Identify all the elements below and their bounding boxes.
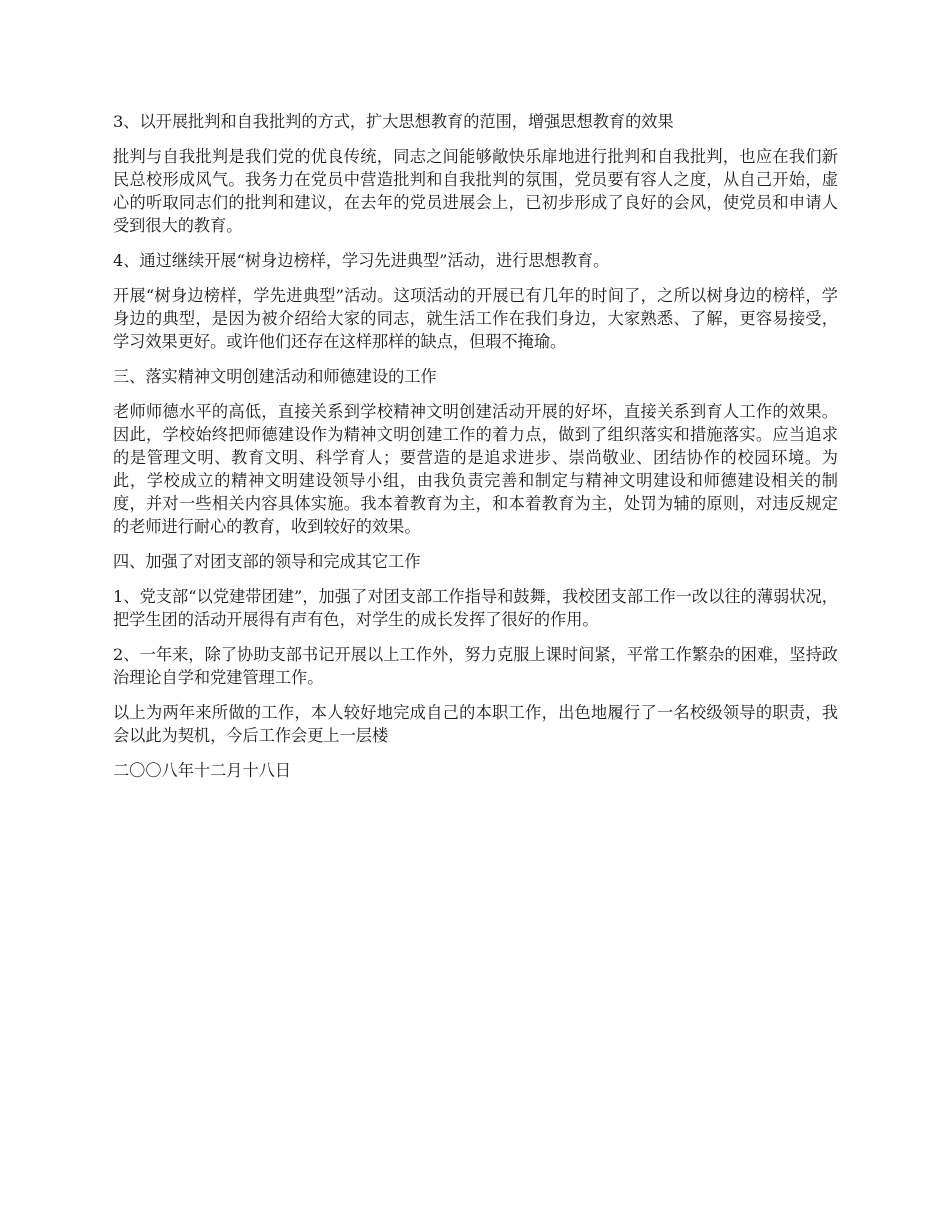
- paragraph-youth-league-2: 2、一年来，除了协助支部书记开展以上工作外，努力克服上课时间紧，平常工作繁杂的困难，坚持政治理论自学和党建管理工作。: [113, 645, 838, 687]
- document-date: 二〇〇八年十二月十八日: [113, 761, 292, 780]
- section-heading-criticism: 3、以开展批判和自我批判的方式，扩大思想教育的范围，增强思想教育的效果: [113, 112, 674, 131]
- paragraph-role-models: 开展“树身边榜样，学先进典型”活动。这项活动的开展已有几年的时间了，之所以树身边的榜样，学身边的典型，是因为被介绍给大家的同志，就生活工作在我们身边，大家熟悉、了解，更容易接受，学习效果更好。或许他们还存在这样那样的缺点，但瑕不掩瑜。: [113, 286, 838, 351]
- paragraph-youth-league-1: 1、党支部“以党建带团建”，加强了对团支部工作指导和鼓舞，我校团支部工作一改以往的薄弱状况，把学生团的活动开展得有声有色，对学生的成长发挥了很好的作用。: [113, 587, 838, 629]
- paragraph-conclusion: 以上为两年来所做的工作，本人较好地完成自己的本职工作，出色地履行了一名校级领导的职责，我会以此为契机，今后工作会更上一层楼: [113, 703, 838, 745]
- paragraph-criticism: 批判与自我批判是我们党的优良传统，同志之间能够敞快乐扉地进行批判和自我批判，也应在我们新民总校形成风气。我务力在党员中营造批判和自我批判的氛围，党员要有容人之度，从自己开始，虚心的听取同志们的批判和建议，在去年的党员进展会上，已初步形成了良好的会风，使党员和申请人受到很大的教育。: [113, 147, 838, 235]
- section-heading-role-models: 4、通过继续开展“树身边榜样，学习先进典型”活动，进行思想教育。: [113, 251, 610, 270]
- section-heading-ethics: 三、落实精神文明创建活动和师德建设的工作: [113, 367, 437, 386]
- paragraph-ethics: 老师师德水平的高低，直接关系到学校精神文明创建活动开展的好坏，直接关系到育人工作的效果。因此，学校始终把师德建设作为精神文明创建工作的着力点，做到了组织落实和措施落实。应当追求的是管理文明、教育文明、科学育人；要营造的是追求进步、崇尚敬业、团结协作的校园环境。为此，学校成立的精神文明建设领导小组，由我负责完善和制定与精神文明建设和师德建设相关的制度，并对一些相关内容具体实施。我本着教育为主，和本着教育为主，处罚为辅的原则，对违反规定的老师进行耐心的教育，收到较好的效果。: [113, 402, 838, 536]
- document-body: [113, 110, 838, 782]
- section-heading-youth-league: 四、加强了对团支部的领导和完成其它工作: [113, 552, 421, 571]
